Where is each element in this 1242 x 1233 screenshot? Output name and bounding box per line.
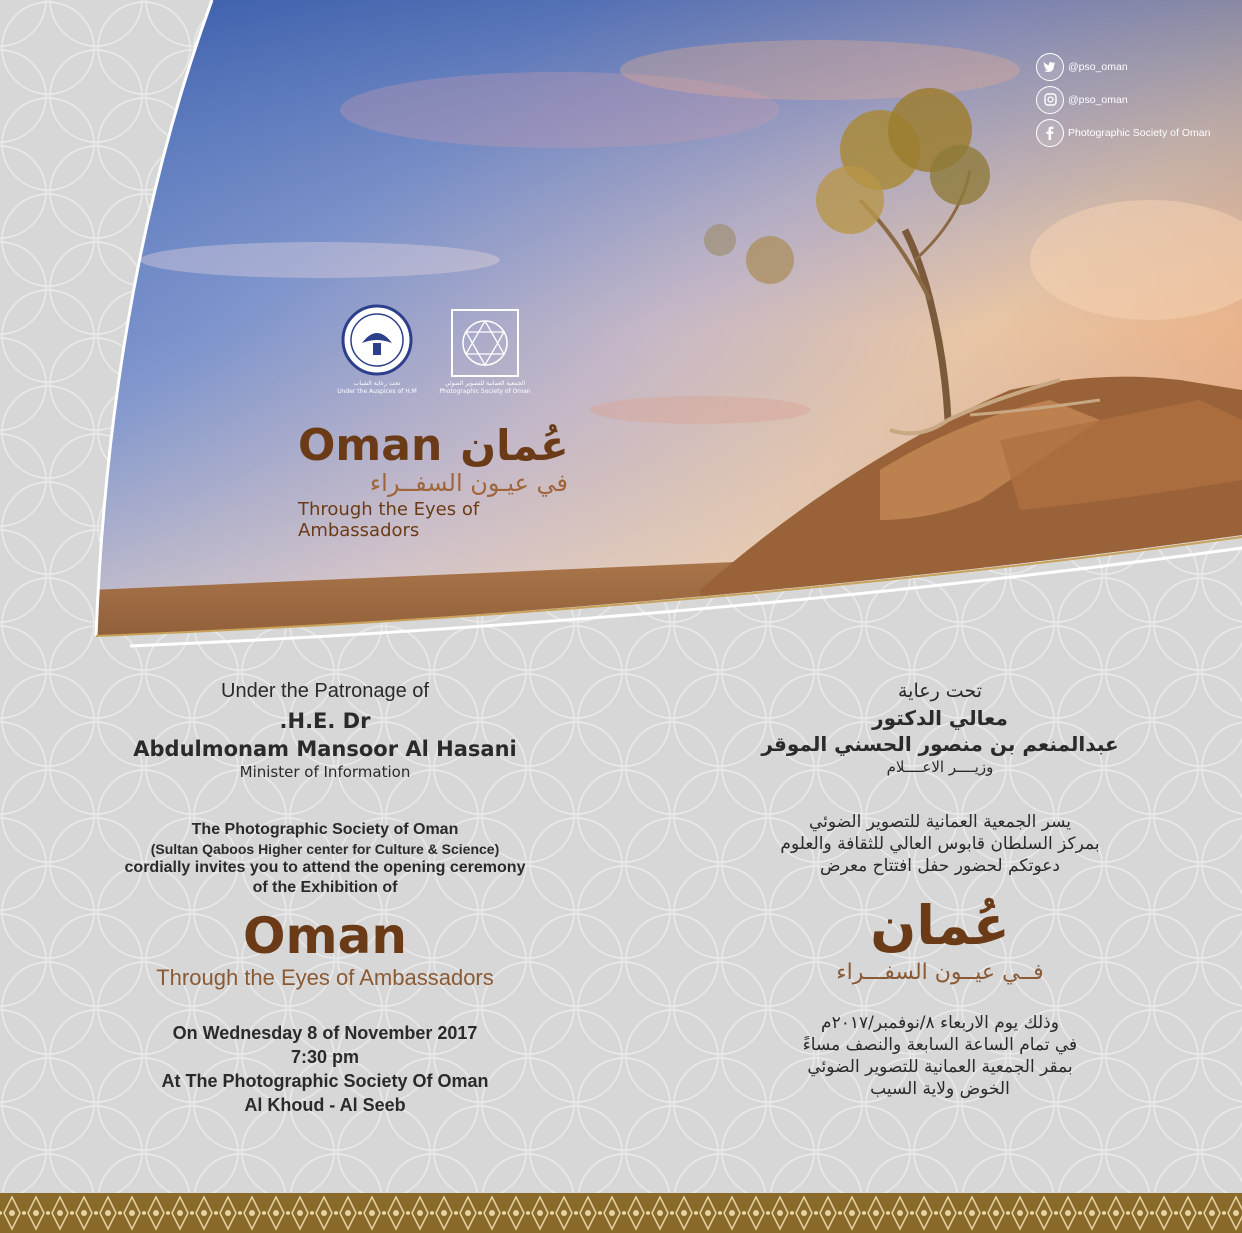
- arabic-invitation: [720, 680, 1160, 1099]
- pso-logo: [450, 308, 520, 378]
- event-venue-en: At The Photographic Society Of Oman: [161, 1071, 489, 1091]
- facebook-page: Photographic Society of Oman: [1068, 126, 1211, 139]
- hero-subtitle-en: Through the Eyes of Ambassadors: [298, 499, 480, 541]
- patronage-intro-en: Under the Patronage of: [221, 680, 429, 702]
- event-location-en: Al Khoud - Al Seeb: [244, 1095, 406, 1115]
- instagram-link[interactable]: [1036, 83, 1236, 116]
- patronage-caption-en: Under the Auspices of H.M: [337, 388, 417, 395]
- event-time-en: 7:30 pm: [290, 1047, 360, 1067]
- english-invitation: [100, 680, 550, 1116]
- bottom-ornament-band: [0, 1193, 1242, 1233]
- invite-line-2-en: (Sultan Qaboos Higher center for Culture & Science): [150, 841, 500, 857]
- pso-caption-en: Photographic Society of Oman: [439, 388, 531, 395]
- exhibition-subtitle-ar: فــي عيــون السفـــراء: [836, 960, 1044, 985]
- event-date-ar: وذلك يوم الاربعاء ٨/نوفمبر/٢٠١٧م: [821, 1013, 1059, 1033]
- patronage-intro-ar: تحت رعاية: [897, 680, 983, 702]
- twitter-icon: [1036, 53, 1064, 81]
- hero-title-en: Oman: [298, 420, 443, 471]
- hero-title-ar: عُمان: [460, 421, 569, 470]
- invite-line-3-ar: دعوتكم لحضور حفل افتتاح معرض: [820, 856, 1060, 876]
- patronage-logo-caption: [327, 380, 427, 396]
- exhibition-subtitle-en: Through the Eyes of Ambassadors: [156, 965, 494, 990]
- event-venue-ar: بمقر الجمعية العمانية للتصوير الضوئي: [807, 1057, 1073, 1077]
- honorific-ar: معالي الدكتور: [872, 706, 1008, 730]
- event-location-ar: الخوض ولاية السيب: [870, 1079, 1010, 1099]
- pso-logo-caption: [435, 380, 535, 396]
- invite-line-1-en: The Photographic Society of Oman: [191, 821, 459, 838]
- social-links: [1036, 50, 1236, 149]
- patron-name-ar: عبدالمنعم بن منصور الحسني الموقر: [761, 732, 1119, 756]
- hero-title-block: [298, 420, 568, 541]
- event-time-ar: في تمام الساعة السابعة والنصف مساءً: [802, 1035, 1078, 1055]
- event-date-en: On Wednesday 8 of November 2017: [172, 1023, 478, 1043]
- instagram-handle: @pso_oman: [1068, 93, 1128, 106]
- facebook-link[interactable]: [1036, 116, 1236, 149]
- patronage-caption-ar: تحت رعاية الشباب: [353, 380, 401, 387]
- facebook-icon: [1036, 119, 1064, 147]
- exhibition-title-en: Oman: [243, 907, 407, 965]
- pso-caption-ar: الجمعية العمانية للتصوير الضوئي: [444, 380, 526, 387]
- invite-line-1-ar: يسر الجمعية العمانية للتصوير الضوئي: [808, 812, 1072, 832]
- exhibition-title-ar: عُمان: [870, 894, 1010, 957]
- invite-line-2-ar: بمركز السلطان قابوس العالي للثقافة والعلوم: [780, 834, 1100, 854]
- patron-title-en: Minister of Information: [239, 763, 411, 781]
- patronage-emblem-logo: [340, 303, 414, 377]
- invite-line-4-en: of the Exhibition of: [252, 879, 398, 896]
- patron-name-en: Abdulmonam Mansoor Al Hasani: [133, 737, 517, 761]
- hero-subtitle-ar: في عيـون السفــراء: [369, 469, 568, 497]
- honorific-en: .H.E. Dr: [279, 709, 371, 733]
- twitter-link[interactable]: [1036, 50, 1236, 83]
- patron-title-ar: وزيــــر الاعــــلام: [886, 758, 994, 776]
- instagram-icon: [1036, 86, 1064, 114]
- invite-line-3-en: cordially invites you to attend the opening ceremony: [124, 859, 526, 876]
- twitter-handle: @pso_oman: [1068, 60, 1128, 73]
